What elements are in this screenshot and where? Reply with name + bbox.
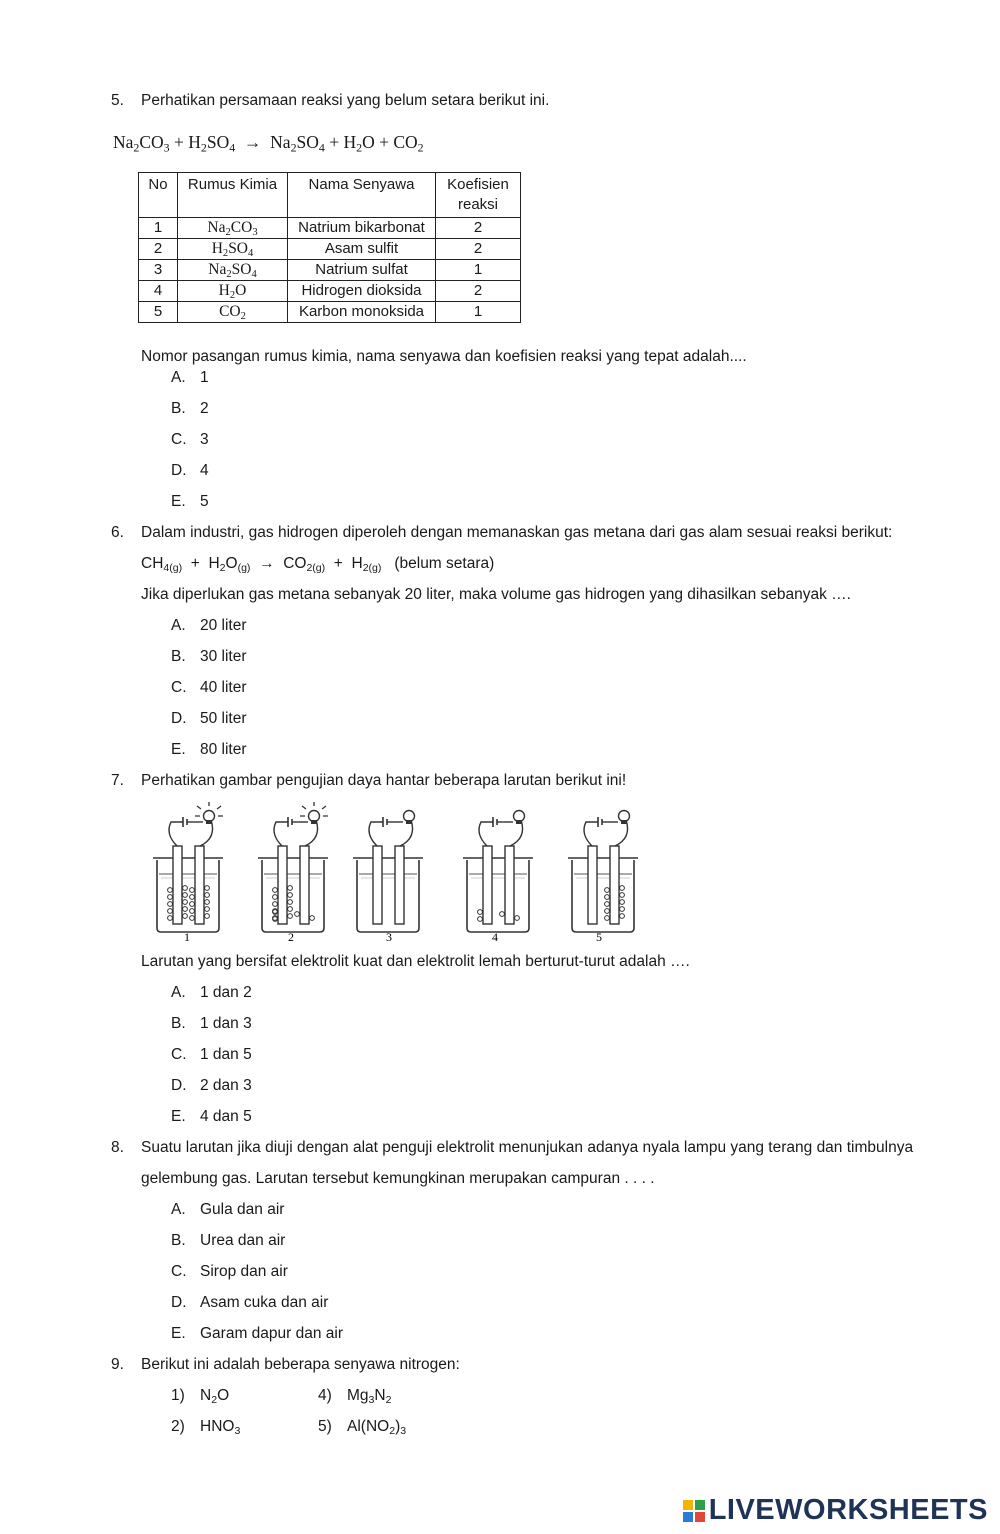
table-row xyxy=(139,302,521,323)
row-coef: 2 xyxy=(436,281,521,302)
q7-option-c-text[interactable]: 1 dan 5 xyxy=(200,1046,252,1063)
q6-option-e-label[interactable]: E. xyxy=(171,741,186,758)
q7-option-a-text[interactable]: 1 dan 2 xyxy=(200,984,252,1001)
q8-option-d-label[interactable]: D. xyxy=(171,1294,187,1311)
q5-text: Perhatikan persamaan reaksi yang belum setara berikut ini. xyxy=(141,92,550,109)
q6-option-d-label[interactable]: D. xyxy=(171,710,187,727)
figure-label-2: 2 xyxy=(288,930,294,944)
header-no: No xyxy=(139,173,178,218)
q6-option-b-text[interactable]: 30 liter xyxy=(200,648,247,665)
q5-option-b-text[interactable]: 2 xyxy=(200,400,209,417)
row-name: Hidrogen dioksida xyxy=(288,281,436,302)
q6-option-a-label[interactable]: A. xyxy=(171,617,186,634)
q8-option-a-text[interactable]: Gula dan air xyxy=(200,1201,285,1218)
test-setup-2 xyxy=(258,802,328,932)
q5-option-c-text[interactable]: 3 xyxy=(200,431,209,448)
conductivity-test-figure xyxy=(140,800,660,945)
q5-option-d-text[interactable]: 4 xyxy=(200,462,209,479)
q9-number: 9. xyxy=(111,1356,124,1373)
q8-option-e-text[interactable]: Garam dapur dan air xyxy=(200,1325,344,1342)
row-no: 5 xyxy=(139,302,178,323)
q8-option-e-label[interactable]: E. xyxy=(171,1325,186,1342)
q9-item-5: $Al(NO_2)_3$ xyxy=(347,1418,407,1438)
q5-option-a-label[interactable]: A. xyxy=(171,369,186,386)
q5-option-a-text[interactable]: 1 xyxy=(200,369,209,386)
q6-option-c-text[interactable]: 40 liter xyxy=(200,679,247,696)
q6-text: Dalam industri, gas hidrogen diperoleh dengan memanaskan gas metana dari gas alam sesuai reaksi berikut: xyxy=(141,524,893,541)
row-no: 1 xyxy=(139,218,178,239)
q8-option-c-text[interactable]: Sirop dan air xyxy=(200,1263,288,1280)
table-row xyxy=(139,260,521,281)
figure-label-3: 3 xyxy=(386,930,392,944)
row-no: 4 xyxy=(139,281,178,302)
figure-label-1: 1 xyxy=(184,930,190,944)
q8-text-line2: gelembung gas. Larutan tersebut kemungkinan merupakan campuran . . . . xyxy=(141,1170,655,1187)
q6-prompt: Jika diperlukan gas metana sebanyak 20 liter, maka volume gas hidrogen yang dihasilkan sebanyak …. xyxy=(141,586,851,603)
figure-label-5: 5 xyxy=(596,930,602,944)
row-name: Natrium sulfat xyxy=(288,260,436,281)
q9-item-5-label: 5) xyxy=(318,1418,332,1435)
row-coef: 2 xyxy=(436,239,521,260)
q7-option-d-label[interactable]: D. xyxy=(171,1077,187,1094)
q9-text: Berikut ini adalah beberapa senyawa nitrogen: xyxy=(141,1356,460,1373)
row-formula: $Na_2CO_3$ xyxy=(178,218,288,239)
q9-item-2-label: 2) xyxy=(171,1418,185,1435)
row-name: Asam sulfit xyxy=(288,239,436,260)
q8-option-c-label[interactable]: C. xyxy=(171,1263,187,1280)
q8-number: 8. xyxy=(111,1139,124,1156)
q7-prompt: Larutan yang bersifat elektrolit kuat dan elektrolit lemah berturut-turut adalah …. xyxy=(141,953,690,970)
header-name: Nama Senyawa xyxy=(288,173,436,218)
row-coef: 2 xyxy=(436,218,521,239)
table-row xyxy=(139,218,521,239)
q5-option-d-label[interactable]: D. xyxy=(171,462,187,479)
q6-option-b-label[interactable]: B. xyxy=(171,648,186,665)
row-formula: $H_2SO_4$ xyxy=(178,239,288,260)
q7-text: Perhatikan gambar pengujian daya hantar beberapa larutan berikut ini! xyxy=(141,772,627,789)
q6-option-a-text[interactable]: 20 liter xyxy=(200,617,247,634)
row-formula: $Na_2SO_4$ xyxy=(178,260,288,281)
q9-item-4-label: 4) xyxy=(318,1387,332,1404)
q9-item-1: $N_2O$ xyxy=(200,1387,230,1407)
q6-option-d-text[interactable]: 50 liter xyxy=(200,710,247,727)
test-setup-1 xyxy=(153,802,223,932)
table-header-row xyxy=(139,173,521,218)
q5-option-e-label[interactable]: E. xyxy=(171,493,186,510)
q5-prompt: Nomor pasangan rumus kimia, nama senyawa dan koefisien reaksi yang tepat adalah.... xyxy=(141,348,747,365)
logo-squares-icon xyxy=(683,1500,705,1522)
q7-option-c-label[interactable]: C. xyxy=(171,1046,187,1063)
q7-option-a-label[interactable]: A. xyxy=(171,984,186,1001)
q5-option-b-label[interactable]: B. xyxy=(171,400,186,417)
q7-option-b-label[interactable]: B. xyxy=(171,1015,186,1032)
test-setup-4 xyxy=(463,811,533,933)
row-no: 2 xyxy=(139,239,178,260)
reaction-arrow-icon: → xyxy=(259,555,275,572)
q7-option-b-text[interactable]: 1 dan 3 xyxy=(200,1015,252,1032)
table-row xyxy=(139,281,521,302)
q8-option-b-label[interactable]: B. xyxy=(171,1232,186,1249)
q8-option-d-text[interactable]: Asam cuka dan air xyxy=(200,1294,329,1311)
liveworksheets-logo[interactable] xyxy=(683,1494,988,1527)
q5-option-e-text[interactable]: 5 xyxy=(200,493,209,510)
q8-text-line1: Suatu larutan jika diuji dengan alat penguji elektrolit menunjukan adanya nyala lampu yang terang dan timbulnya xyxy=(141,1139,914,1156)
row-formula: $H_2O$ xyxy=(178,281,288,302)
header-coefficient: Koefisien reaksi xyxy=(436,173,521,218)
q6-number: 6. xyxy=(111,524,124,541)
q6-option-e-text[interactable]: 80 liter xyxy=(200,741,247,758)
q7-option-e-label[interactable]: E. xyxy=(171,1108,186,1125)
q8-option-b-text[interactable]: Urea dan air xyxy=(200,1232,286,1249)
figure-label-4: 4 xyxy=(492,930,498,944)
row-coef: 1 xyxy=(436,302,521,323)
row-no: 3 xyxy=(139,260,178,281)
q7-number: 7. xyxy=(111,772,124,789)
row-formula: $CO_2$ xyxy=(178,302,288,323)
test-setup-5 xyxy=(568,811,638,933)
q7-option-d-text[interactable]: 2 dan 3 xyxy=(200,1077,252,1094)
test-setup-3 xyxy=(353,811,423,933)
row-name: Karbon monoksida xyxy=(288,302,436,323)
q7-option-e-text[interactable]: 4 dan 5 xyxy=(200,1108,252,1125)
q6-reaction: $CH_{4(g)} + H_2O_{(g)} \to CO_{2(g)} + H_{2(g)}$ (belum setara) xyxy=(141,555,495,575)
q9-item-2: $HNO_3$ xyxy=(200,1418,241,1438)
q5-table xyxy=(138,172,521,323)
row-coef: 1 xyxy=(436,260,521,281)
q9-item-1-label: 1) xyxy=(171,1387,185,1404)
q5-equation: $Na_2CO_3 + H_2SO_4 \to Na_2SO_4 + H_2O + CO_2$ xyxy=(113,132,424,155)
q5-number: 5. xyxy=(111,92,124,109)
q6-option-c-label[interactable]: C. xyxy=(171,679,187,696)
logo-text: LIVEWORKSHEETS xyxy=(708,1494,988,1526)
q8-option-a-label[interactable]: A. xyxy=(171,1201,186,1218)
table-row xyxy=(139,239,521,260)
q9-item-4: $Mg_3N_2$ xyxy=(347,1387,392,1407)
row-name: Natrium bikarbonat xyxy=(288,218,436,239)
q5-option-c-label[interactable]: C. xyxy=(171,431,187,448)
header-formula: Rumus Kimia xyxy=(178,173,288,218)
